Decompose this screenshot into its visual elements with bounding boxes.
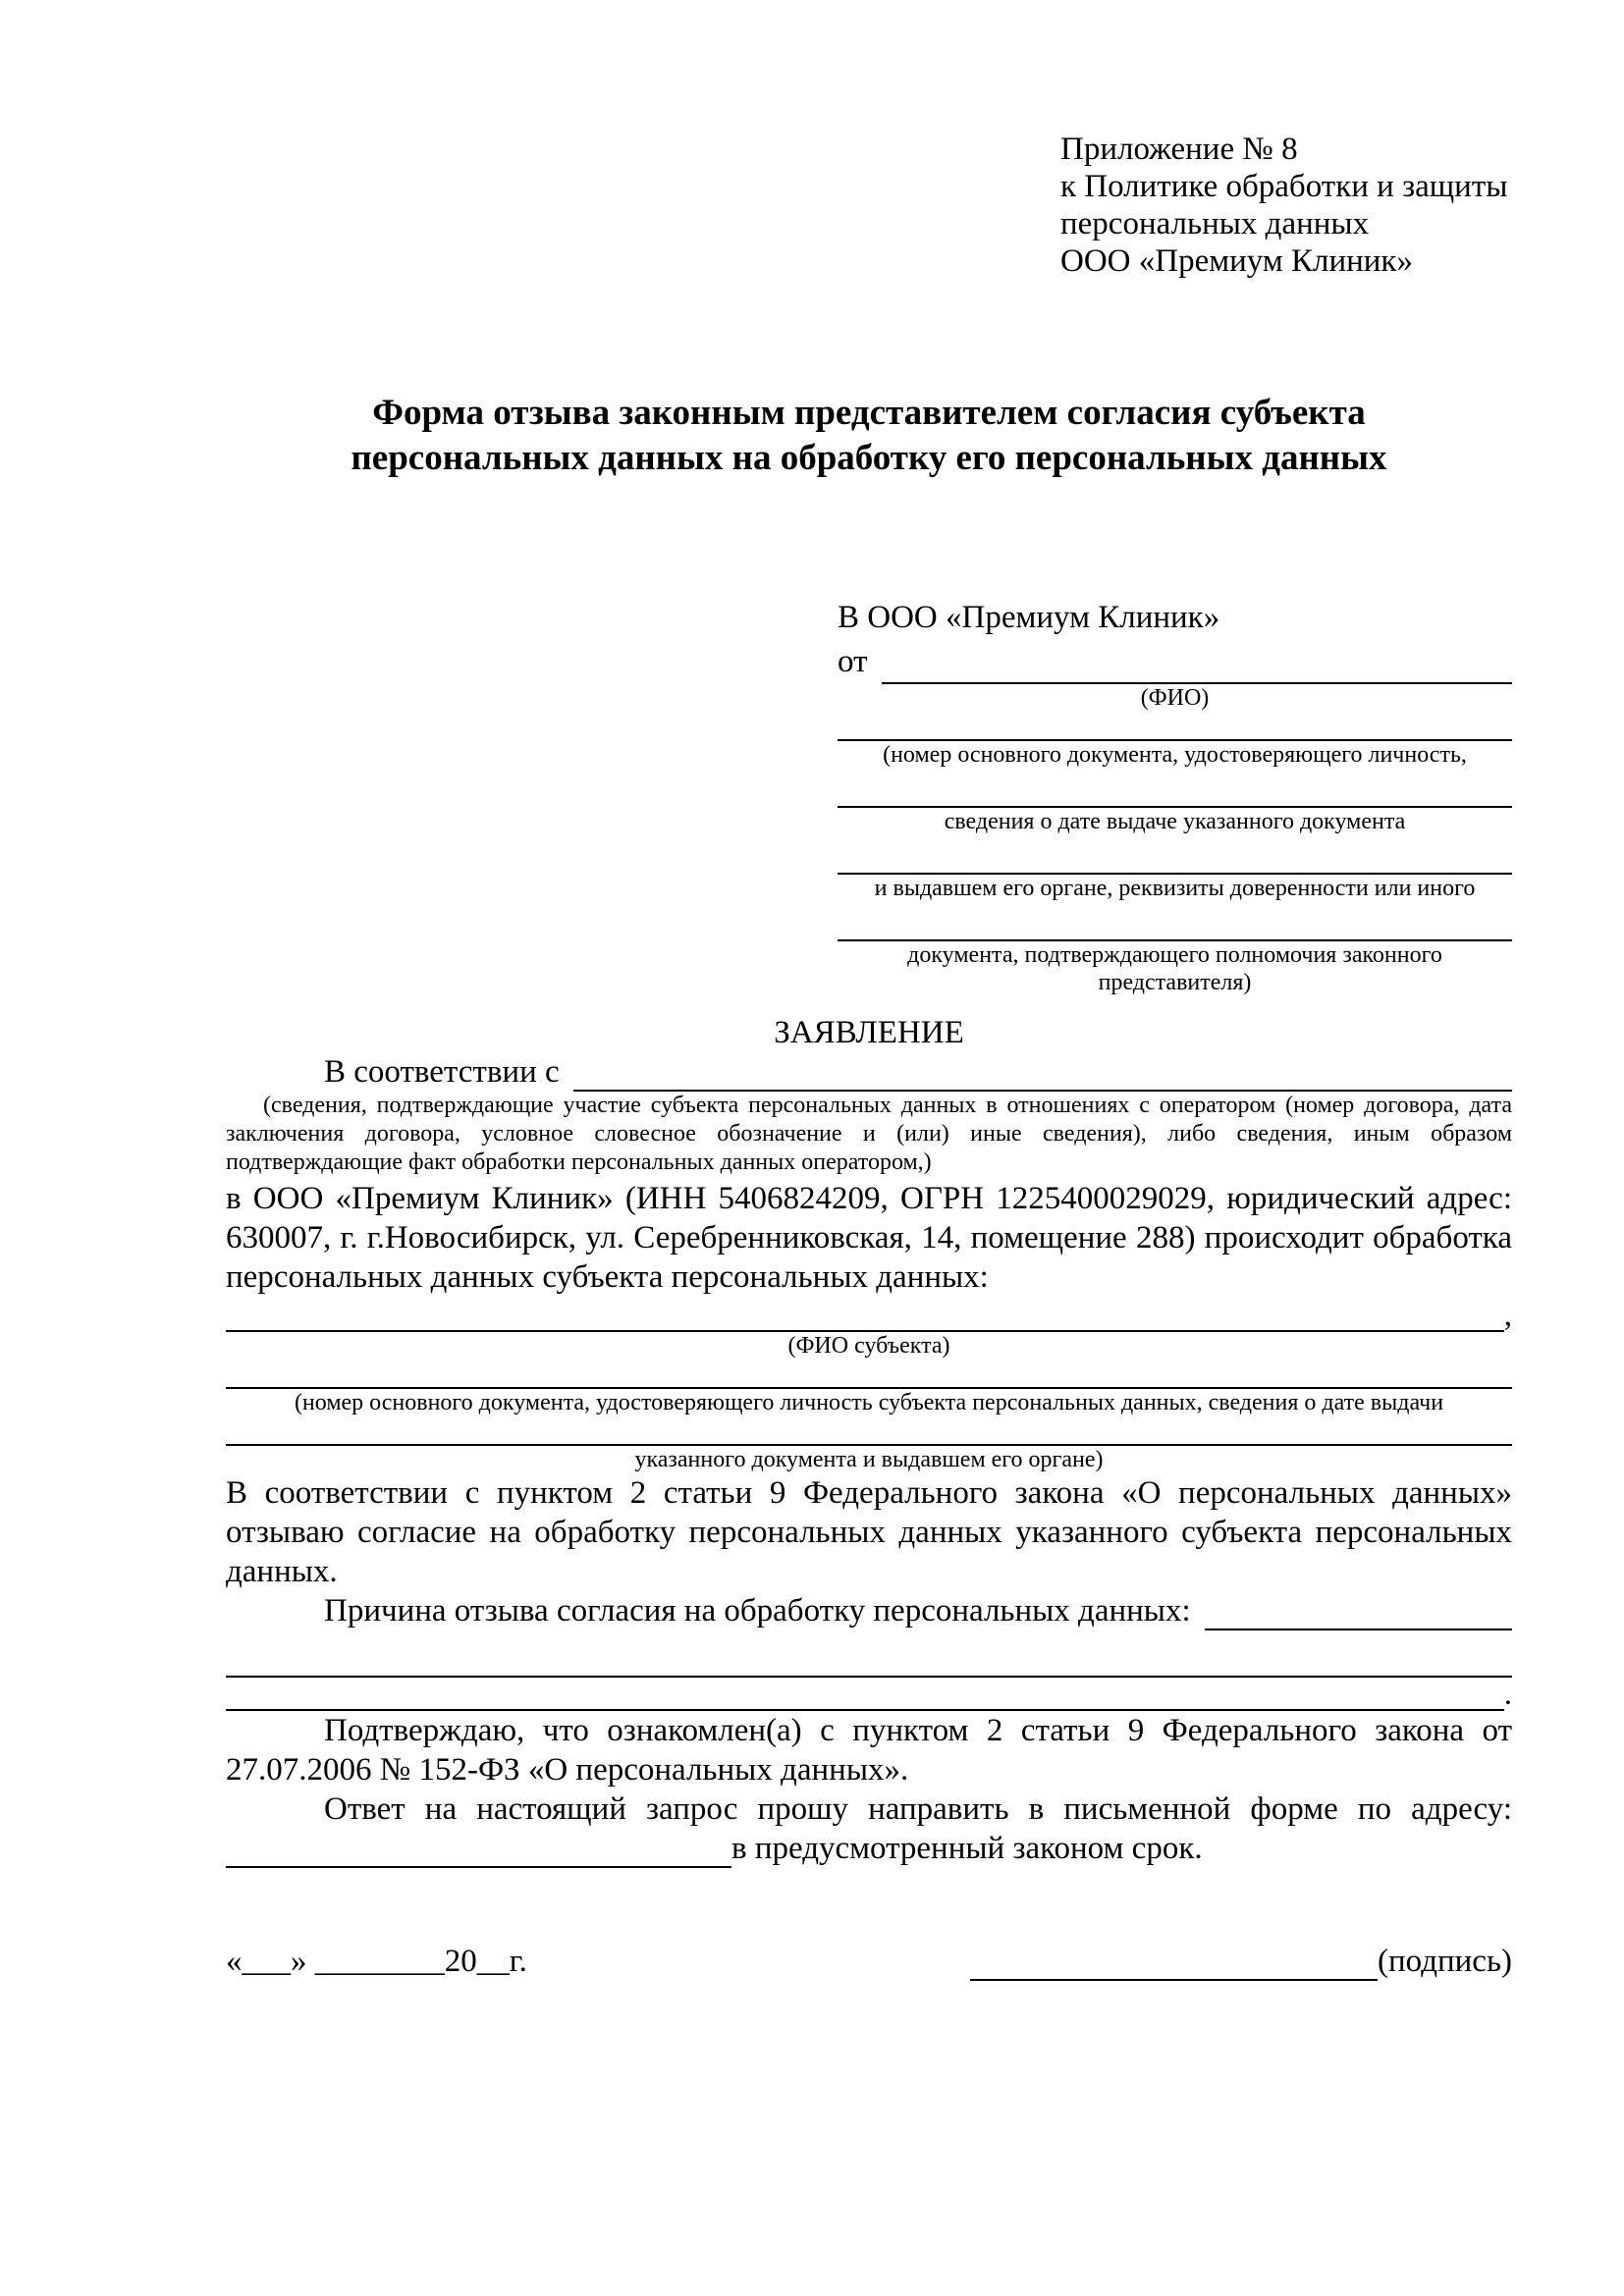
subject-document-blank-line-1	[226, 1373, 1512, 1389]
fio-caption: (ФИО)	[1140, 685, 1210, 711]
addressee-block	[838, 596, 1512, 996]
document-title-line-1: Форма отзыва законным представителем согласия субъекта	[372, 393, 1366, 433]
from-label: от	[838, 644, 868, 679]
representative-document-caption-2: сведения о дате выдаче указанного документа	[944, 809, 1406, 834]
document-title	[226, 391, 1512, 481]
reason-continuation-blank-line-1	[226, 1630, 1512, 1678]
signature-blank-line	[970, 1944, 1378, 1981]
accordance-label: В соответствии с	[324, 1054, 560, 1090]
accordance-line	[226, 1052, 1512, 1092]
subject-document-blank-line-2	[226, 1430, 1512, 1446]
subject-document-caption-2: указанного документа и выдавшем его органе)	[634, 1447, 1104, 1472]
appendix-header-line-1: Приложение № 8	[1060, 132, 1298, 167]
appendix-header-line-4: ООО «Премиум Клиник»	[1060, 243, 1413, 279]
representative-document-caption-1: (номер основного документа, удостоверяющего личность,	[883, 742, 1467, 768]
representative-document-blank-line-4	[838, 902, 1512, 941]
reply-tail-text: в предусмотренный законом срок.	[731, 1831, 1203, 1866]
addressee-organization: В ООО «Премиум Клиник»	[838, 600, 1220, 635]
appendix-header	[1060, 131, 1507, 280]
statement-heading: ЗАЯВЛЕНИЕ	[774, 1015, 964, 1050]
signature-caption: (подпись)	[1378, 1944, 1512, 1979]
statement-body	[226, 1013, 1512, 1868]
appendix-header-line-3: персональных данных	[1060, 206, 1370, 241]
reason-blank-line	[1205, 1591, 1512, 1630]
reason-continuation-line-2	[226, 1678, 1512, 1711]
subject-fio-caption: (ФИО субъекта)	[787, 1333, 950, 1359]
representative-fio-blank-line	[882, 640, 1513, 684]
reason-label: Причина отзыва согласия на обработку персональных данных:	[324, 1593, 1191, 1629]
date-line: «___» ________20__г.	[226, 1944, 527, 1979]
reason-line-suffix: .	[1503, 1677, 1512, 1712]
subject-fio-line	[226, 1297, 1512, 1332]
reply-paragraph: Ответ на настоящий запрос прошу направить в письменной форме по адресу:	[324, 1791, 1512, 1827]
accordance-blank-line	[573, 1052, 1512, 1092]
accordance-note: (сведения, подтверждающие участие субъекта персональных данных в отношениях с оператором (номер договора, дата заключения договора, условное словесное обозначение и (или) иные сведения), либо сведения, иным образом подтверждающие факт обработки персональных данных оператором,)	[226, 1093, 1512, 1175]
withdrawal-paragraph: В соответствии с пунктом 2 статьи 9 Федерального закона «О персональных данных» отзываю согласие на обработку персональных данных указанного субъекта персональных данных.	[226, 1475, 1512, 1589]
operator-paragraph: в ООО «Премиум Клиник» (ИНН 5406824209, ОГРН 1225400029029, юридический адрес: 630007, г. г.Новосибирск, ул. Серебренниковская, 14, помещение 288) происходит обработка персональных данных субъекта персональных данных:	[226, 1181, 1512, 1295]
representative-document-caption-4: документа, подтверждающего полномочия законного представителя)	[907, 942, 1442, 995]
appendix-header-line-2: к Политике обработки и защиты	[1060, 169, 1508, 204]
reply-address-blank-line	[226, 1829, 731, 1868]
subject-document-caption-1: (номер основного документа, удостоверяющего личность субъекта персональных данных, сведения о дате выдачи	[294, 1390, 1444, 1415]
footer	[226, 1942, 1512, 1981]
reply-address-line	[226, 1829, 1512, 1868]
reason-line	[226, 1591, 1512, 1630]
representative-document-caption-3: и выдавшем его органе, реквизиты доверенности или иного	[874, 876, 1476, 901]
signature-area	[970, 1942, 1512, 1981]
from-line	[838, 640, 1512, 684]
confirm-paragraph: Подтверждаю, что ознакомлен(а) с пунктом 2 статьи 9 Федерального закона от 27.07.2006 № 152-ФЗ «О персональных данных».	[226, 1713, 1512, 1788]
representative-document-blank-line-2	[838, 769, 1512, 808]
representative-document-blank-line-3	[838, 835, 1512, 875]
representative-document-blank-line-1	[838, 712, 1512, 741]
subject-fio-line-suffix: ,	[1503, 1298, 1512, 1333]
document-title-line-2: персональных данных на обработку его персональных данных	[351, 438, 1387, 478]
